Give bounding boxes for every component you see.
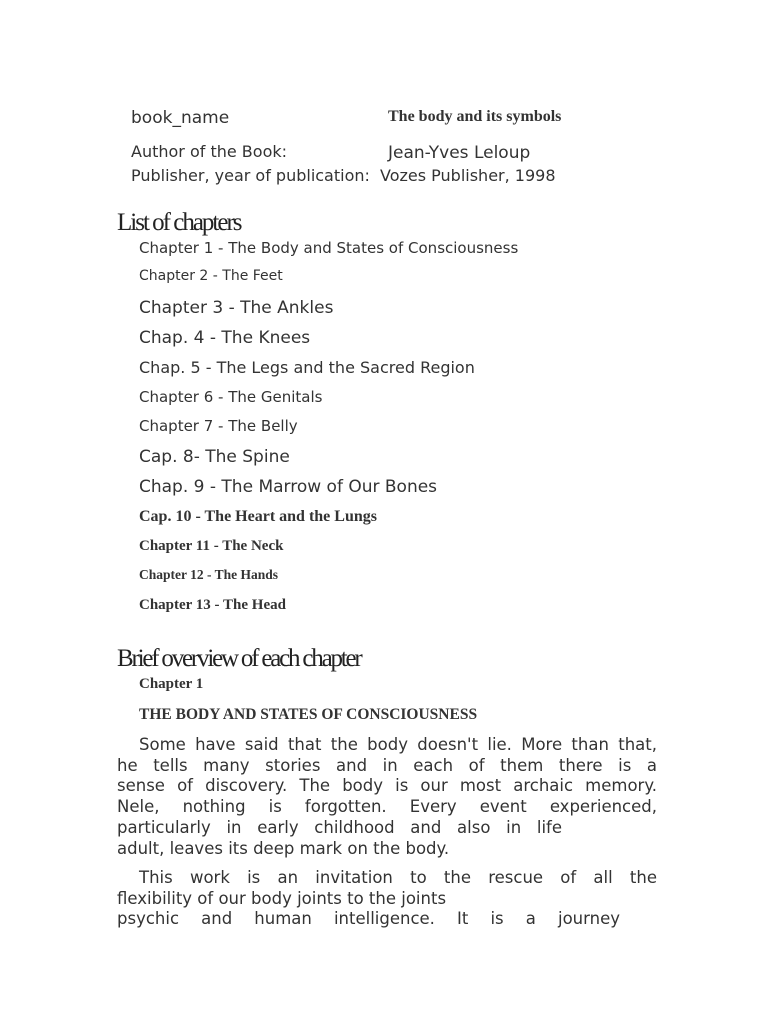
overview-chapter-title: THE BODY AND STATES OF CONSCIOUSNESS	[139, 706, 478, 723]
chapter-item-8: Cap. 8- The Spine	[139, 447, 290, 467]
paragraph-line: he tells many stories and in each of them there is a	[117, 755, 657, 775]
chapter-item-10: Cap. 10 - The Heart and the Lungs	[139, 508, 377, 525]
paragraph-line: This work is an invitation to the rescue of all the	[139, 868, 657, 887]
chapter-item-13: Chapter 13 - The Head	[139, 597, 286, 613]
paragraph-line: psychic and human intelligence. It is a journey	[117, 909, 620, 929]
paragraph-line: Nele, nothing is forgotten. Every event experienced,	[117, 797, 657, 817]
paragraph-line: adult, leaves its deep mark on the body.	[117, 838, 450, 858]
chapter-item-5: Chap. 5 - The Legs and the Sacred Region	[139, 358, 475, 377]
paragraph-line: flexibility of our body joints to the joints	[117, 888, 447, 908]
book-name-value: The body and its symbols	[388, 108, 562, 125]
chapter-item-1: Chapter 1 - The Body and States of Consciousness	[139, 239, 519, 257]
chapter-item-3: Chapter 3 - The Ankles	[139, 298, 334, 318]
chapter-item-12: Chapter 12 - The Hands	[139, 567, 279, 582]
overview-paragraph-2	[117, 868, 657, 930]
publisher-label: Publisher, year of publication:	[131, 166, 370, 185]
chapter-item-4: Chap. 4 - The Knees	[139, 328, 311, 348]
chapter-item-2: Chapter 2 - The Feet	[139, 268, 283, 284]
overview-heading: Brief overview of each chapter	[117, 645, 361, 672]
chapter-item-6: Chapter 6 - The Genitals	[139, 388, 323, 406]
chapter-item-9: Chap. 9 - The Marrow of Our Bones	[139, 477, 438, 497]
book-name-label: book_name	[131, 108, 230, 128]
overview-paragraph-1	[117, 735, 657, 859]
paragraph-line: Some have said that the body doesn't lie. More than that,	[139, 735, 657, 754]
publisher-value: Vozes Publisher, 1998	[380, 166, 556, 185]
author-value: Jean-Yves Leloup	[388, 143, 531, 163]
chapter-item-11: Chapter 11 - The Neck	[139, 538, 284, 554]
paragraph-line: particularly in early childhood and also in life	[117, 817, 562, 837]
overview-chapter-label: Chapter 1	[139, 676, 204, 692]
chapters-heading: List of chapters	[117, 209, 241, 236]
chapter-item-7: Chapter 7 - The Belly	[139, 417, 298, 435]
paragraph-line: sense of discovery. The body is our most archaic memory.	[117, 776, 657, 796]
author-label: Author of the Book:	[131, 142, 288, 161]
